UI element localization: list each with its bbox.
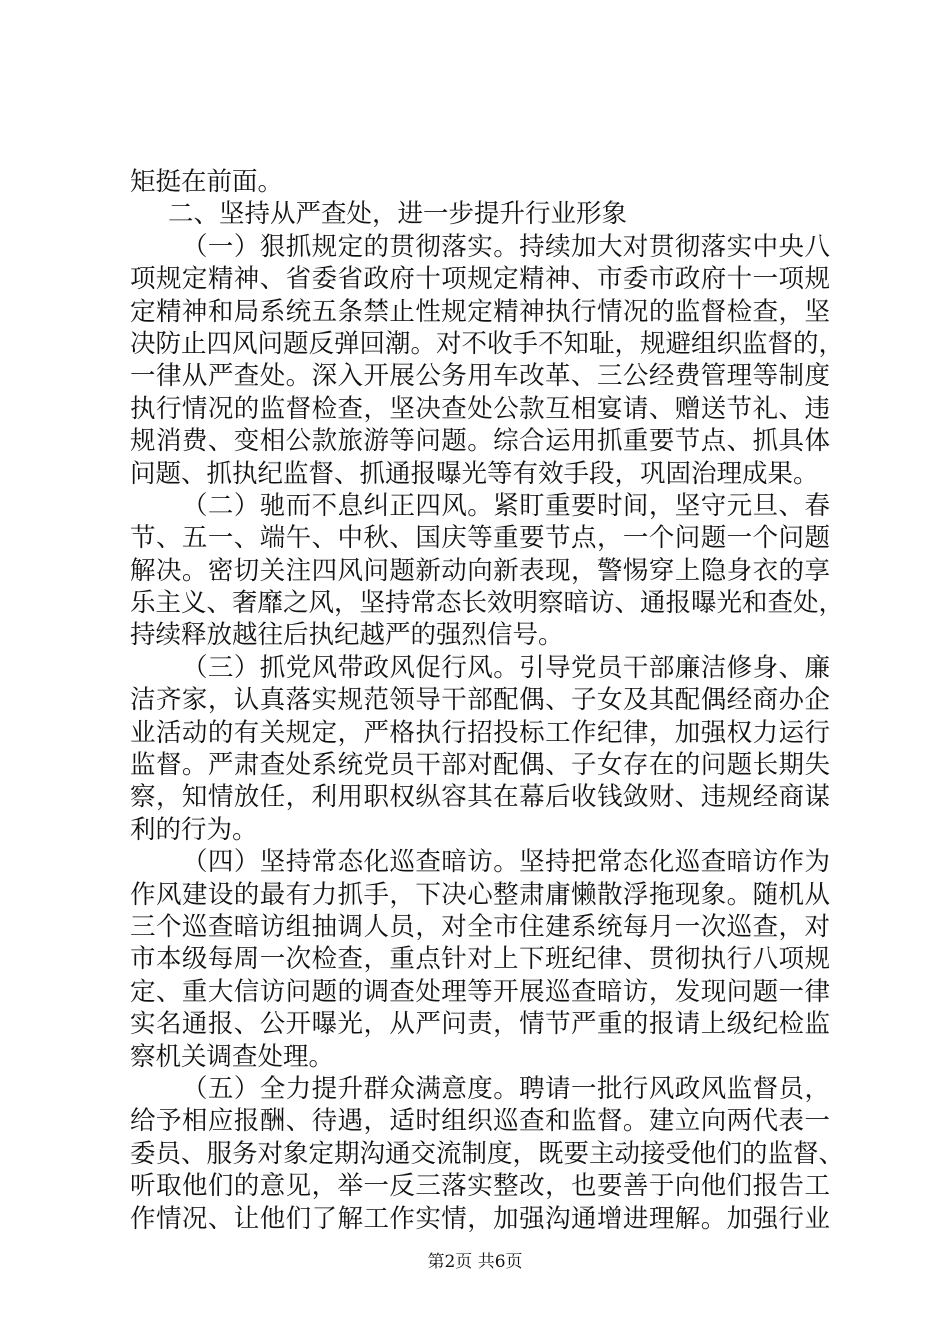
paragraph-line: 三个巡查暗访组抽调人员，对全市住建系统每月一次巡查，对 [130,911,830,942]
paragraph-line: 监督。严肃查处系统党员干部对配偶、子女存在的问题长期失 [130,750,830,781]
paragraph-line: 项规定精神、省委省政府十项规定精神、市委市政府十一项规 [130,264,830,295]
paragraph-line: 节、五一、端午、中秋、国庆等重要节点，一个问题一个问题 [130,523,830,554]
paragraph-line: 问题、抓执纪监督、抓通报曝光等有效手段，巩固治理成果。 [130,458,819,489]
paragraph-line: 实名通报、公开曝光，从严问责，情节严重的报请上级纪检监 [130,1009,830,1040]
section-heading: 二、坚持从严查处，进一步提升行业形象 [168,199,628,230]
paragraph-line: 听取他们的意见，举一反三落实整改，也要善于向他们报告工 [130,1171,830,1202]
paragraph-line: 作情况、让他们了解工作实情，加强沟通增进理解。加强行业 [130,1203,830,1234]
paragraph-line: 定精神和局系统五条禁止性规定精神执行情况的监督检查，坚 [130,296,830,327]
paragraph-line: 委员、服务对象定期沟通交流制度，既要主动接受他们的监督、 [130,1138,845,1169]
paragraph-line: 利的行为。 [130,814,258,845]
paragraph-line: 矩挺在前面。 [130,167,284,197]
paragraph-line: 乐主义、奢靡之风，坚持常态长效明察暗访、通报曝光和查处， [130,588,845,619]
paragraph-line: 察，知情放任，利用职权纵容其在幕后收钱敛财、违规经商谋 [130,782,830,813]
paragraph-line: 执行情况的监督检查，坚决查处公款互相宴请、赠送节礼、违 [130,393,830,424]
paragraph-line: 给予相应报酬、待遇，适时组织巡查和监督。建立向两代表一 [130,1106,830,1137]
paragraph-line: 业活动的有关规定，严格执行招投标工作纪律，加强权力运行 [130,717,830,748]
paragraph-line: 定、重大信访问题的调查处理等开展巡查暗访，发现问题一律 [130,976,830,1007]
paragraph-line: 规消费、变相公款旅游等问题。综合运用抓重要节点、抓具体 [130,426,830,457]
paragraph-line: 洁齐家，认真落实规范领导干部配偶、子女及其配偶经商办企 [130,685,830,716]
paragraph-line: （四）坚持常态化巡查暗访。坚持把常态化巡查暗访作为 [182,847,830,878]
paragraph-line: （三）抓党风带政风促行风。引导党员干部廉洁修身、廉 [182,652,830,683]
paragraph-line: 市本级每周一次检查，重点针对上下班纪律、贯彻执行八项规 [130,944,830,975]
paragraph-line: （五）全力提升群众满意度。聘请一批行风政风监督员， [182,1073,830,1104]
document-body [130,166,845,1235]
paragraph-line: 解决。密切关注四风问题新动向新表现，警惕穿上隐身衣的享 [130,555,830,586]
paragraph-line: （一）狠抓规定的贯彻落实。持续加大对贯彻落实中央八 [182,231,830,262]
paragraph-line: 持续释放越往后执纪越严的强烈信号。 [130,620,564,651]
paragraph-line: 作风建设的最有力抓手，下决心整肃庸懒散浮拖现象。随机从 [130,879,830,910]
paragraph-line: 一律从严查处。深入开展公务用车改革、三公经费管理等制度 [130,361,830,392]
paragraph-line: 决防止四风问题反弹回潮。对不收手不知耻，规避组织监督的， [130,328,845,359]
page-number-footer: 第2页 共6页 [427,1252,523,1272]
paragraph-line: （二）驰而不息纠正四风。紧盯重要时间，坚守元旦、春 [182,490,830,521]
paragraph-line: 察机关调查处理。 [130,1041,335,1072]
